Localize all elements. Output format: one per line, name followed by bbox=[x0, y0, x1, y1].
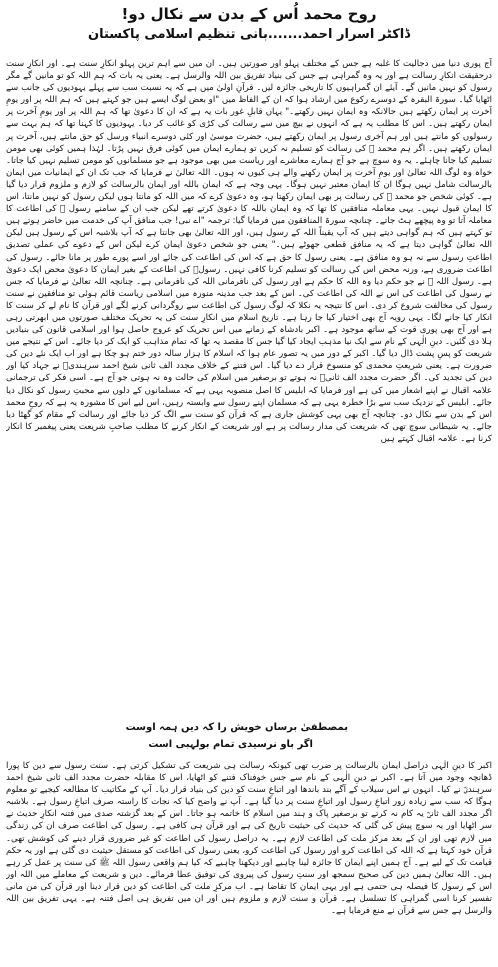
persian-verse-line-2: اگر باو نرسیدی تمام بولہبی است bbox=[148, 739, 313, 750]
article-paragraph-1: آج پوری دنیا میں دجالیت کا غلبہ ہے جس کے مختلف پہلو اور صورتیں ہیں۔ ان میں سے اہم ترین پہلو انکارِ سنت ہے۔ اور انکارِ سنت درحقیقت انکارِ رسالت ہے اور یہ وہ گمراہی ہے جس کی بنیاد تفریق بین اللہ والرسل ہے۔ یعنی یہ بات کہ ہم اللہ کو تو مانیں گے مگر رسول کو نہیں مانیں گے۔ آیئے ان گمراہیوں کا تاریخی جائزہ لیں۔ قرآنِ اولیٰ میں ہے کہ یہ نسبت سب سے پہلے یہودیوں کی جانب سے اٹھایا گیا۔ سورۃ البقرہ کے دوسرے رکوع میں ارشاد ہوا کہ ان کے الفاظ میں "او بعض لوگ ایسے ہیں جو کہتے ہیں کہ ہم اللہ پر اور یومِ آخرت پر ایمان رکھتے ہیں حالانکہ وہ ایمان نہیں رکھتے۔" یہاں قابلِ غور بات یہ ہے کہ ان کا دعویٰ تھا کہ ہم اللہ پر اور یومِ آخرت پر ایمان رکھتے ہیں۔ اس کا مطلب یہ ہے کہ انہوں نے بیچ میں سے رسالت کی کڑی کو غائب کر دیا۔ یہودیوں کا کہنا تھا کہ ہم بہت سے رسولوں کو مانتے ہیں اور ہم آخری رسول پر ایمان رکھتے ہیں، حضرت موسیٰ اور کئی دوسرے انبیاء ورسل کو حق مانتے ہیں، آخرت پر ایمان رکھتے ہیں۔ اگر ہم محمد ﷺ کی رسالت کو تسلیم نہ کریں تو ہمارے ایمان میں کوئی فرق نہیں پڑتا۔ لہٰذا ہمیں کوئی بھی مومن تسلیم کیا جانا چاہئے۔ یہ وہ سوچ ہے جو آج ہمارے معاشرے اور ریاست میں بھی موجود ہے جو مسلمانوں کو مومن تسلیم نہیں کیا جاتا۔ خواہ وہ لوگ اللہ تعالیٰ اور یومِ آخرت پر ایمان رکھنے والے ہی کیوں نہ ہوں۔ اللہ تعالیٰ نے فرمایا کہ جب تک ان کے ایمانیات میں ایمان بالرسالت شامل نہیں ہوگا ان کا ایمان معتبر نہیں ہوگا۔ یہی وجہ ہے کہ ایمان باللہ اور ایمان بالرسالت کو لازم و ملزوم قرار دیا گیا ہے۔ کوئی شخص جو محمد ﷺ کی رسالت پر بھی ایمان رکھتا ہو، وہ دعویٰ کرے کہ میں اللہ کو مانتا ہوں لیکن رسول کو نہیں مانتا، اس کا ایمان قبول نہیں۔ یہی معاملہ منافقین کا تھا کہ وہ ایمان باللہ کا دعویٰ کرتے تھے لیکن جب ان کے سامنے رسول ﷺ کی اطاعت کا معاملہ آتا تو وہ پیچھے ہٹ جاتے۔ چنانچہ سورۃ المنافقون میں فرمایا گیا: ترجمہ "اے نبی! جب منافق آپ کی خدمت میں حاضر ہوتے ہیں تو کہتے ہیں کہ ہم گواہی دیتے ہیں کہ آپ یقیناً اللہ کے رسول ہیں، اور اللہ تعالیٰ بھی جانتا ہے کہ آپ بلاشبہ اس کے رسول ہیں لیکن اللہ تعالیٰ گواہی دیتا ہے کہ یہ منافق قطعی جھوٹے ہیں۔" یعنی جو شخص دعویٰ ایمان کرے لیکن اس کے دعوے کی عملی تصدیق اطاعتِ رسول سے نہ ہو وہ منافق ہے۔ یعنی رسول کا حق ہے کہ اس کی اطاعت کی جائے اور اسے پورے طور پر مانا جائے۔ رسول کی اطاعت ضروری ہے، ورنہ محض اس کی رسالت کو تسلیم کرنا کافی نہیں۔ رسولﷺ کی اطاعت کے بغیر ایمان کا دعویٰ محض ایک دعویٰ ہے۔ رسول اللہ ﷺ نے جو حکم دیا وہ اللہ کا حکم ہے اور رسول کی نافرمانی اللہ کی نافرمانی ہے۔ چنانچہ اللہ تعالیٰ نے فرمایا کہ جس نے رسول کی اطاعت کی اس نے اللہ کی اطاعت کی۔ اس کے بعد جب مدینہ منورہ میں اسلامی ریاست قائم ہوئی تو منافقین نے سنت رسول کی مخالفت شروع کر دی۔ اس کا نتیجہ یہ نکلا کہ لوگ رسول کی اطاعت سے روگردانی کرنے لگے اور قرآن کا نام لے کر سنت کا انکار کیا جانے لگا۔ یہی رویہ آج بھی اختیار کیا جا رہا ہے۔ تاریخ اسلام میں انکارِ سنت کی یہ تحریک مختلف صورتوں میں ابھرتی رہی ہے اور آج بھی پوری قوت کے ساتھ موجود ہے۔ اکبر بادشاہ کے زمانے میں اس تحریک کو عروج حاصل ہوا اور اسلامی قانون کی بنیادیں ہلا دی گئیں۔ دینِ الٰہی کے نام سے ایک نیا مذہب ایجاد کیا گیا جس کا مقصد یہ تھا کہ تمام مذاہب کو ایک کر دیا جائے۔ اس کے نتیجے میں شریعت کو پسِ پشت ڈال دیا گیا۔ اکبر کے دور میں یہ تصور عام ہوا کہ اسلام کا ہزار سالہ دور ختم ہو چکا ہے اور اب ایک نئے دین کی ضرورت ہے۔ یعنی شریعتِ محمدی کو منسوخ قرار دے دیا گیا۔ اس فتنے کے خلاف مجدد الف ثانی شیخ احمد سرہندیؒ نے جہاد کیا اور دین کی تجدید کی۔ اگر حضرت مجدد الف ثانیؒ نہ ہوتے تو برصغیر میں اسلام کی حالت وہ نہ ہوتی جو آج ہے۔ اسی فکر کی ترجمانی علامہ اقبال نے اپنے اشعار میں کی ہے اور فرمایا کہ ابلیس کا اصل منصوبہ یہی ہے کہ مسلمانوں کے دلوں سے محبتِ رسول کو نکال دیا جائے۔ ابلیس کے نزدیک سب سے بڑا خطرہ یہی ہے کہ مسلمان اپنے رسول سے وابستہ رہیں، اس لیے اس کا مشورہ یہ ہے کہ روحِ محمد اس کے بدن سے نکال دو۔ چنانچہ آج بھی یہی کوشش جاری ہے کہ قرآن کو سنت سے الگ کر دیا جائے اور رسالت کے مقام کو گھٹا دیا جائے۔ یہ شیطانی سوچ تھی کہ شریعت کی مدار رسالت پر ہے اور شریعت کے انکار کرنے کا مطلب صاحبِ شریعت یعنی پیغمبر کا انکار کرنا ہے۔ علامہ اقبال کہتے ہیں bbox=[6, 59, 492, 444]
persian-verse-line-1: بمصطفیٰ برساں خویش را کہ دیں ہمہ اوست bbox=[125, 722, 348, 733]
article-title: روح محمد اُس کے بدن سے نکال دو! bbox=[121, 5, 377, 23]
article-byline: ڈاکٹر اسرار احمد.......بانی تنظیم اسلامی پاکستان bbox=[87, 27, 410, 42]
article-paragraph-2: اکبر کا دینِ الٰہی دراصل ایمان بالرسالت پر ضرب تھی کیونکہ رسالت ہی شریعت کی تشکیل کرتی ہے۔ سنت رسول سے دین کا پورا ڈھانچہ وجود میں آتا ہے۔ اکبر نے دینِ الٰہی کے نام سے جس خوفناک فتنے کو اٹھایا، اس کا مقابلہ حضرت مجدد الف ثانی شیخ احمد سرہندیؒ نے کیا۔ انہوں نے اس سیلاب کے آگے بند باندھا اور اتباعِ سنت کو دین کی بنیاد قرار دیا۔ آپ کے مکاتیب کا مطالعہ کیجیے تو معلوم ہوگا کہ سب سے زیادہ زور اتباعِ رسول اور اتباعِ سنت پر دیا گیا ہے۔ آپ نے واضح کیا کہ نجات کا راستہ صرف اتباعِ رسول ہے۔ بلاشبہ اگر مجدد الف ثانیؒ یہ کام نہ کرتے تو برصغیر پاک و ہند میں اسلام کا خاتمہ ہو جاتا۔ اس کے بعد گزشتہ صدی میں فتنہ انکارِ حدیث نے سر اٹھایا اور یہ سوچ پیش کی گئی کہ حدیث کی حیثیت تاریخ کی ہے اور قرآن ہی کافی ہے۔ رسول کی اطاعت صرف ان کی زندگی میں لازم تھی اور ان کے بعد مرکز ملت کی اطاعت لازم ہے۔ یہ دراصل رسول کی اطاعت کو غیر ضروری قرار دینے کی کوشش تھی۔ قرآن خود کہتا ہے کہ اللہ کی اطاعت کرو اور رسول کی اطاعت کرو، یعنی رسول کی اطاعت کو مستقل حیثیت دی گئی ہے اور یہ حکم قیامت تک کے لیے ہے۔ آج ہمیں اپنے ایمان کا جائزہ لینا چاہیے اور دیکھنا چاہیے کہ کیا ہم واقعی رسول اللہ ﷺ کی سنت پر عمل کر رہے ہیں۔ اللہ تعالیٰ ہمیں دین کی صحیح سمجھ اور سنتِ رسول کی پیروی کی توفیق عطا فرمائے۔ دین و شریعت کے معاملے میں اللہ اور اس کے رسول کا فیصلہ ہی حتمی ہے اور یہی ایمان کا تقاضا ہے۔ اب مرکزِ ملت کی اطاعت کو دین قرار دینا اور قرآن کی من مانی تفسیر کرنا اسی گمراہی کا تسلسل ہے۔ قرآن و سنت لازم و ملزوم ہیں اور ان میں تفریق ہی اصل فتنہ ہے۔ یہی تفریق بین اللہ والرسل ہے جس سے قرآن نے منع فرمایا ہے۔ bbox=[6, 761, 492, 917]
